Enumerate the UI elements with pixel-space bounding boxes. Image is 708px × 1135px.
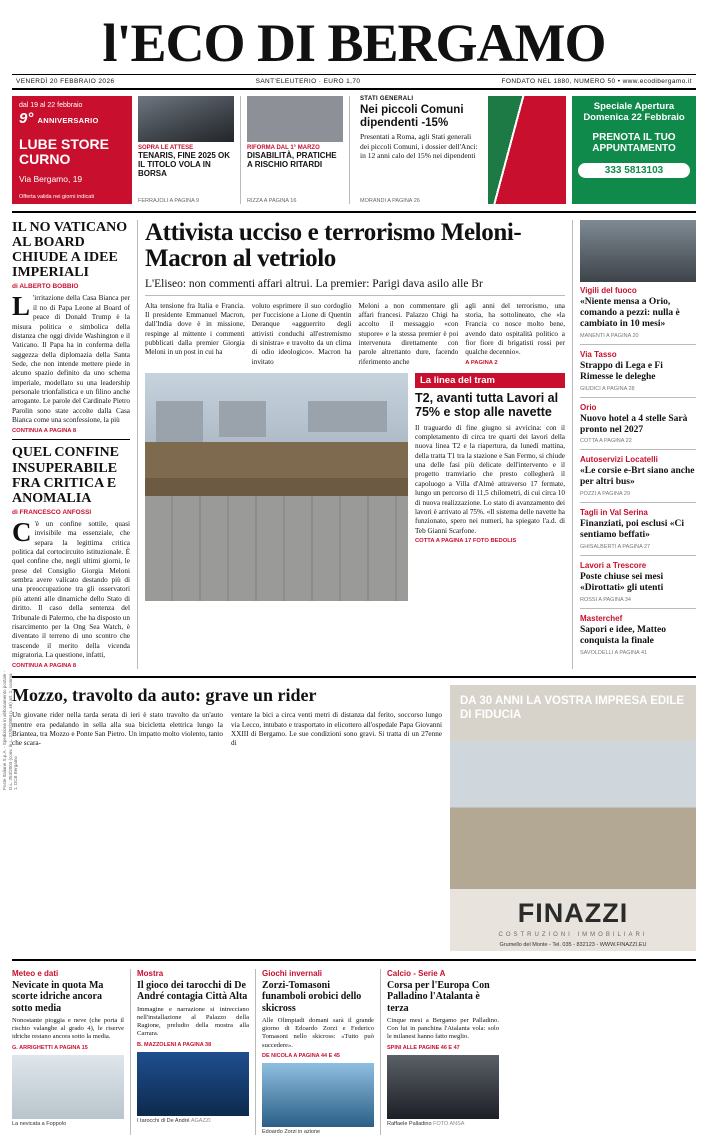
top-promo-strip: [12, 96, 696, 204]
divider: [255, 969, 256, 1135]
saint-price: SANT'ELEUTERIO · EURO 1,70: [255, 78, 361, 85]
divider: [580, 344, 696, 345]
divider: [580, 555, 696, 556]
left-column: [12, 220, 130, 669]
teaser-kicker: RIFORMA DAL 1° MARZO: [247, 145, 320, 151]
item-body: Cinque mesi a Bergamo per Palladino. Con lui in panchina l'Atalanta vola: solo le milanesi hanno fatto meglio.: [387, 1016, 499, 1041]
bottom-item-calcio[interactable]: [387, 969, 499, 1135]
item-title: Nuovo hotel a 4 stelle Sarà pronto nel 2027: [580, 413, 688, 435]
divider: [137, 220, 138, 669]
item-kicker: Meteo e dati: [12, 969, 59, 979]
ad-green-phone[interactable]: 333 5813103: [578, 163, 690, 178]
item-kicker: Via Tasso: [580, 349, 617, 359]
dropcap: C: [12, 516, 32, 547]
caption-credit: FOTO ANSA: [433, 1120, 465, 1127]
right-column: [580, 220, 696, 669]
item-caption: La nevicata a Foppolo: [12, 1120, 67, 1127]
right-item-1[interactable]: [580, 350, 696, 392]
ad-store-address: Via Bergamo, 19: [19, 174, 83, 185]
editorial-body: [12, 291, 130, 425]
tram-body: Il traguardo di fine giugno si avvicina: con il completamento di circa tre quarti dei lavori della nuova linea T2 e la riapertura, da lunedì mattina, della tratta T1 tra la stazione e San Fermo, si chiude una delle fasi più delicate dell'intervento e il progetto tramviario che presto collegherà il capoluogo a Villa d'Almè attraverso 17 fermate, lungo un percorso di 11,5 chilometri, di cui circa 10 di nuova realizzazione. Lo stato di avanzamento dei lavori è arrivato al 75%. «Il sistema delle navette ha funzionato, spero nei numeri, ha spiegato l'a.d. di Teb Gianni Scarfone.: [415, 423, 565, 535]
divider: [145, 295, 565, 296]
teaser-body: Presentati a Roma, agli Stati generali dei piccoli Comuni, i dossier dell'Anci: in 12 anni calo del 15% nei dipendenti: [360, 132, 478, 161]
editorial-vaticano[interactable]: [12, 220, 130, 434]
item-title: Finanziati, poi esclusi «Ci sentiamo beffati»: [580, 519, 684, 541]
item-ref[interactable]: DE NICOLA A PAGINA 44 E 45: [262, 1052, 340, 1059]
item-kicker: Orio: [580, 402, 597, 412]
editorial-body: [12, 516, 130, 660]
item-ref[interactable]: GIUDICI A PAGINA 28: [580, 385, 635, 392]
divider: [580, 502, 696, 503]
vigili-del-fuoco-photo: [580, 220, 696, 282]
item-ref[interactable]: MANENTI A PAGINA 20: [580, 332, 639, 339]
ad-note: Offerta valida nei giorni indicati: [19, 194, 95, 200]
teaser-piccoli-comuni[interactable]: [356, 96, 482, 204]
main-col-3: Meloni a non commentare gli affari francesi. Palazzo Chigi ha accolto il messaggio «con stupore» e la stessa premier è poi intervenuta direttamente con parole altrettanto dure, facendo riferimento anche: [358, 301, 459, 366]
divider: [240, 96, 241, 204]
divider: [572, 220, 573, 669]
teaser-headline: DISABILITÀ, PRATICHE A RISCHIO RITARDI: [247, 151, 337, 169]
ad-anniversary-label: ANNIVERSARIO: [37, 116, 99, 125]
teaser-ref: FERRAJOLI A PAGINA 9: [138, 198, 200, 204]
item-ref[interactable]: SAVOLDELLI A PAGINA 41: [580, 649, 648, 656]
main-col-2: voluto esprimere il suo cordoglio per l'uccisione a Lione di Quentin Deranque «agguerrito degli attivisti conduchi all'estremismo di sinistra» e travolto da un clima di odio ideologico». Macron ha invitato: [251, 301, 352, 366]
ad-green-booking[interactable]: [572, 96, 696, 204]
masthead: [12, 13, 696, 90]
item-ref[interactable]: B. MAZZOLENI A PAGINA 38: [137, 1041, 212, 1048]
divider: [130, 969, 131, 1135]
teaser-ref: RIZZA A PAGINA 16: [247, 198, 297, 204]
item-title: Strappo di Lega e Fi Rimesse le deleghe: [580, 360, 663, 382]
teaser-disabilita[interactable]: [247, 96, 343, 204]
ad-brand-subtitle: COSTRUZIONI IMMOBILIARI: [498, 932, 648, 939]
divider: [380, 969, 381, 1135]
tram-label: La linea del tram: [415, 373, 565, 388]
mozzo-col-1: Un giovane rider nella tarda serata di ieri è stato travolto da un'auto mentre era pedalando in sella alla sua bicicletta elettrica lungo la Briantea, tra Mozzo e Ponte San Pietro. Un impatto molto violento, tanto che scara-: [12, 711, 223, 748]
ad-brand: FINAZZI: [517, 898, 629, 929]
teaser-photo: [247, 96, 343, 142]
bottom-item-meteo[interactable]: [12, 969, 124, 1135]
right-item-3[interactable]: [580, 455, 696, 497]
editorial-continua[interactable]: CONTINUA A PAGINA 8: [12, 428, 77, 435]
item-kicker: Giochi invernali: [262, 969, 323, 979]
bottom-rule: [12, 959, 696, 961]
ad-headline: DA 30 ANNI LA VOSTRA IMPRESA EDILE DI FIDUCIA: [460, 695, 685, 721]
item-title: «Niente mensa a Orio, comando a pezzi: nulla è cambiato in 10 mesi»: [580, 297, 680, 329]
editorial-title: QUEL CONFINE INSUPERABILE FRA CRITICA E ANOMALIA: [12, 445, 119, 506]
item-ref[interactable]: G. ARRIGHETTI A PAGINA 15: [12, 1044, 88, 1051]
postal-slug: Poste Italiane S.p.A. - Spedizione in abbonamento postale - D.L. 353/2003 (conv. in L. 27/02/2004 n. 46) art. 1, comma 1, DCB Bergamo: [2, 670, 19, 790]
newspaper-title: l'ECO DI BERGAMO: [102, 13, 606, 73]
item-title: «Le corsie e-Brt siano anche per altri bus»: [580, 466, 695, 488]
mozzo-headline: Mozzo, travolto da auto: grave un rider: [12, 685, 317, 706]
ad-anniversary: [19, 110, 125, 127]
main-story-columns: [145, 302, 565, 368]
item-title: Zorzi-Tomasoni funamboli orobici dello skicross: [262, 980, 362, 1014]
main-col-1: Alta tensione fra Italia e Francia. Il presidente Emmanuel Macron, dall'India dove è in missione, respinge al mittente i commenti pubblicati dalla premier Giorgia Meloni in un post in cui ha: [145, 301, 245, 357]
divider: [12, 439, 130, 440]
item-kicker: Masterchef: [580, 613, 623, 623]
item-body: Immagine e narrazione si intrecciano nell'installazione al Palazzo della Ragione, preludio della mostra alla Carrara.: [137, 1005, 249, 1038]
item-caption: [137, 1118, 249, 1124]
ad-lube-store[interactable]: [12, 96, 132, 204]
item-caption: [387, 1121, 499, 1127]
bottom-item-giochi[interactable]: [262, 969, 374, 1135]
tram-construction-photo: [145, 373, 408, 601]
masthead-rule-bottom: [12, 88, 696, 90]
ad-store-name: LUBE STORE CURNO: [19, 136, 109, 167]
item-ref[interactable]: ROSSI A PAGINA 34: [580, 596, 631, 603]
issue-date: VENERDÌ 20 FEBBRAIO 2026: [16, 78, 115, 85]
right-item-4[interactable]: [580, 508, 696, 550]
item-kicker: Autoservizi Locatelli: [580, 455, 658, 465]
item-title: Corsa per l'Europa Con Palladino l'Atalanta è terza: [387, 980, 490, 1014]
italian-flag-photo: [488, 96, 566, 204]
item-kicker: Tagli in Val Serina: [580, 508, 648, 518]
item-photo: [387, 1055, 499, 1119]
divider: [580, 608, 696, 609]
page-title: Attivista ucciso e terrorismo Meloni-Macron al vetriolo: [145, 219, 522, 273]
masthead-meta: [12, 78, 696, 88]
ad-green-line2: PRENOTA IL TUO APPUNTAMENTO: [592, 131, 676, 155]
main-col-4: [465, 302, 565, 368]
main-subhead: L'Eliseo: non commenti affari altrui. La premier: Parigi dava asilo alle Br: [145, 277, 483, 290]
right-item-5[interactable]: [580, 561, 696, 603]
item-ref[interactable]: POZZI A PAGINA 29: [580, 491, 631, 498]
founded-website: FONDATO NEL 1880, NUMERO 50 • www.ecodibergamo.it: [501, 78, 692, 85]
masthead-rule-top: [12, 74, 696, 75]
divider: [349, 96, 350, 204]
item-ref[interactable]: SPINI ALLE PAGINE 46 E 47: [387, 1044, 460, 1051]
ad-finazzi[interactable]: [450, 685, 696, 951]
item-title: Poste chiuse sei mesi «Dirottati» gli utenti: [580, 572, 664, 594]
item-title: Il gioco dei tarocchi di De André contagia Città Alta: [137, 980, 248, 1003]
tram-sidebar[interactable]: [415, 373, 565, 601]
mozzo-story[interactable]: [12, 685, 442, 951]
teaser-tag: STATI GENERALI: [360, 96, 414, 102]
item-kicker: Mostra: [137, 969, 164, 979]
tram-ref[interactable]: COTTA A PAGINA 17 FOTO BEDOLIS: [415, 538, 517, 544]
right-item-6[interactable]: [580, 614, 696, 656]
mozzo-section: [12, 685, 696, 951]
item-title: Nevicate in quota Ma scorte idriche ancora sotto media: [12, 980, 104, 1014]
bottom-item-mostra[interactable]: [137, 969, 249, 1135]
ad-photo: [450, 741, 696, 889]
item-kicker: Lavori a Trescore: [580, 561, 647, 571]
ad-brand-address: Grumello del Monte - Tel. 035 - 832123 - WWW.FINAZZI.EU: [499, 942, 647, 949]
teaser-headline: TENARIS, FINE 2025 OK IL TITOLO VOLA IN BORSA: [138, 151, 231, 178]
right-item-2[interactable]: [580, 403, 696, 445]
item-ref[interactable]: COTTA A PAGINA 22: [580, 438, 632, 445]
ad-dates: dal 19 al 22 febbraio: [19, 102, 83, 109]
teaser-headline: Nei piccoli Comuni dipendenti -15%: [360, 104, 464, 129]
caption-credit: AGAZZI: [190, 1117, 211, 1124]
right-item-0[interactable]: [580, 286, 696, 339]
ad-anniversary-number: 9°: [19, 110, 34, 127]
strip-rule: [12, 211, 696, 213]
item-kicker: Vigili del fuoco: [580, 286, 637, 295]
editorial-author: di ALBERTO BOBBIO: [12, 283, 79, 291]
divider: [580, 397, 696, 398]
center-column: [145, 220, 565, 669]
editorial-continua[interactable]: CONTINUA A PAGINA 8: [12, 663, 77, 670]
item-photo: [137, 1052, 249, 1116]
item-photo: [262, 1063, 374, 1127]
item-kicker: Calcio - Serie A: [387, 969, 446, 979]
editorial-text: 'è un confine sottile, quasi invisibile ma essenziale, che separa la legittima critica politica dal cortocircuito istituzionale. È quel confine che, negli ultimi giorni, le prese del Consiglio Giorgia Meloni sembra avere valicato destando più di una preoccupazione tra gli osservatori più attenti alle dinamiche dello Stato di diritto. Il caso della sentenza del Tribunale di Palermo, che ha disposto un risarcimento per la Ong Sea Watch, è diventato il terreno di uno scontro che trascende il merito della vicenda migratoria. La questione, infatti,: [12, 519, 130, 659]
dropcap: L: [12, 291, 31, 322]
main-story-ref[interactable]: A PAGINA 2: [465, 359, 498, 366]
item-photo: [12, 1055, 124, 1119]
divider: [580, 449, 696, 450]
item-caption: Edoardo Zorzi in azione: [262, 1128, 321, 1135]
ad-green-line1: Speciale Apertura Domenica 22 Febbraio: [583, 101, 685, 123]
editorial-text: 'irritazione della Casa Bianca per il no di Papa Leone al Board of peace di Donald Trump è la misura politica e simbolica della distanza che oggi divide Washington e il Vaticano. Il Papa ha in conferma della saggezza della diplomazia della Santa Sede, che non intende mettere piede in alcuno spazio definito da uno schema imperiale, modellato su una leadership personale trionfalistica e un filino anche arrogante. Le parole del Cardinale Pietro Parolin sono state accolte dalla Casa Bianca come una sconfessione, la più: [12, 294, 130, 425]
tram-title: T2, avanti tutta Lavori al 75% e stop alle navette: [415, 391, 559, 419]
caption-text: I tarocchi di De André: [137, 1117, 190, 1124]
item-body: Nonostante pioggia e neve (che porta il rischio valanghe al grado 4), le riserve idriche restano ancora sotto la media.: [12, 1016, 124, 1041]
item-title: Sapori e idee, Matteo conquista la finale: [580, 624, 667, 646]
main-grid: [12, 220, 696, 669]
mozzo-col-2: ventare la bici a circa venti metri di distanza dal ferito, soccorso lungo via Lecco, intubato e trasportato in elicottero all'ospedale Papa Giovanni XXIII di Bergamo. Le sue condizioni sono gravi. Si tratta di un 27enne di: [231, 711, 442, 748]
editorial-confine[interactable]: [12, 445, 130, 669]
bottom-teasers: [12, 969, 696, 1135]
photo-and-tram: [145, 373, 565, 601]
teaser-kicker: SOPRA LE ATTESE: [138, 145, 194, 151]
editorial-author: di FRANCESCO ANFOSSI: [12, 508, 92, 516]
main-col-4-text: agli anni del terrorismo, una storia, ha sottolineato, che «la Francia co nosce molto bene, avendo dato ospitalità politico a fior fiore di brigatisti rossi per qualche decennio».: [465, 301, 565, 357]
item-body: Alle Olimpiadi domani sarà il grande giorno di Edoardo Zorzi e Federico Tomasoni nello skicross: «Tutto può succedere».: [262, 1016, 374, 1049]
editorial-title: IL NO VATICANO AL BOARD CHIUDE A IDEE IMPERIALI: [12, 220, 128, 281]
teaser-photo: [138, 96, 234, 142]
item-ref[interactable]: GHISALBERTI A PAGINA 27: [580, 544, 651, 551]
teaser-ref: MORANDI A PAGINA 26: [360, 198, 420, 204]
mozzo-columns: [12, 711, 442, 748]
section-rule: [12, 676, 696, 678]
caption-text: Raffaele Palladino: [387, 1120, 432, 1127]
teaser-tenaris[interactable]: [138, 96, 234, 204]
